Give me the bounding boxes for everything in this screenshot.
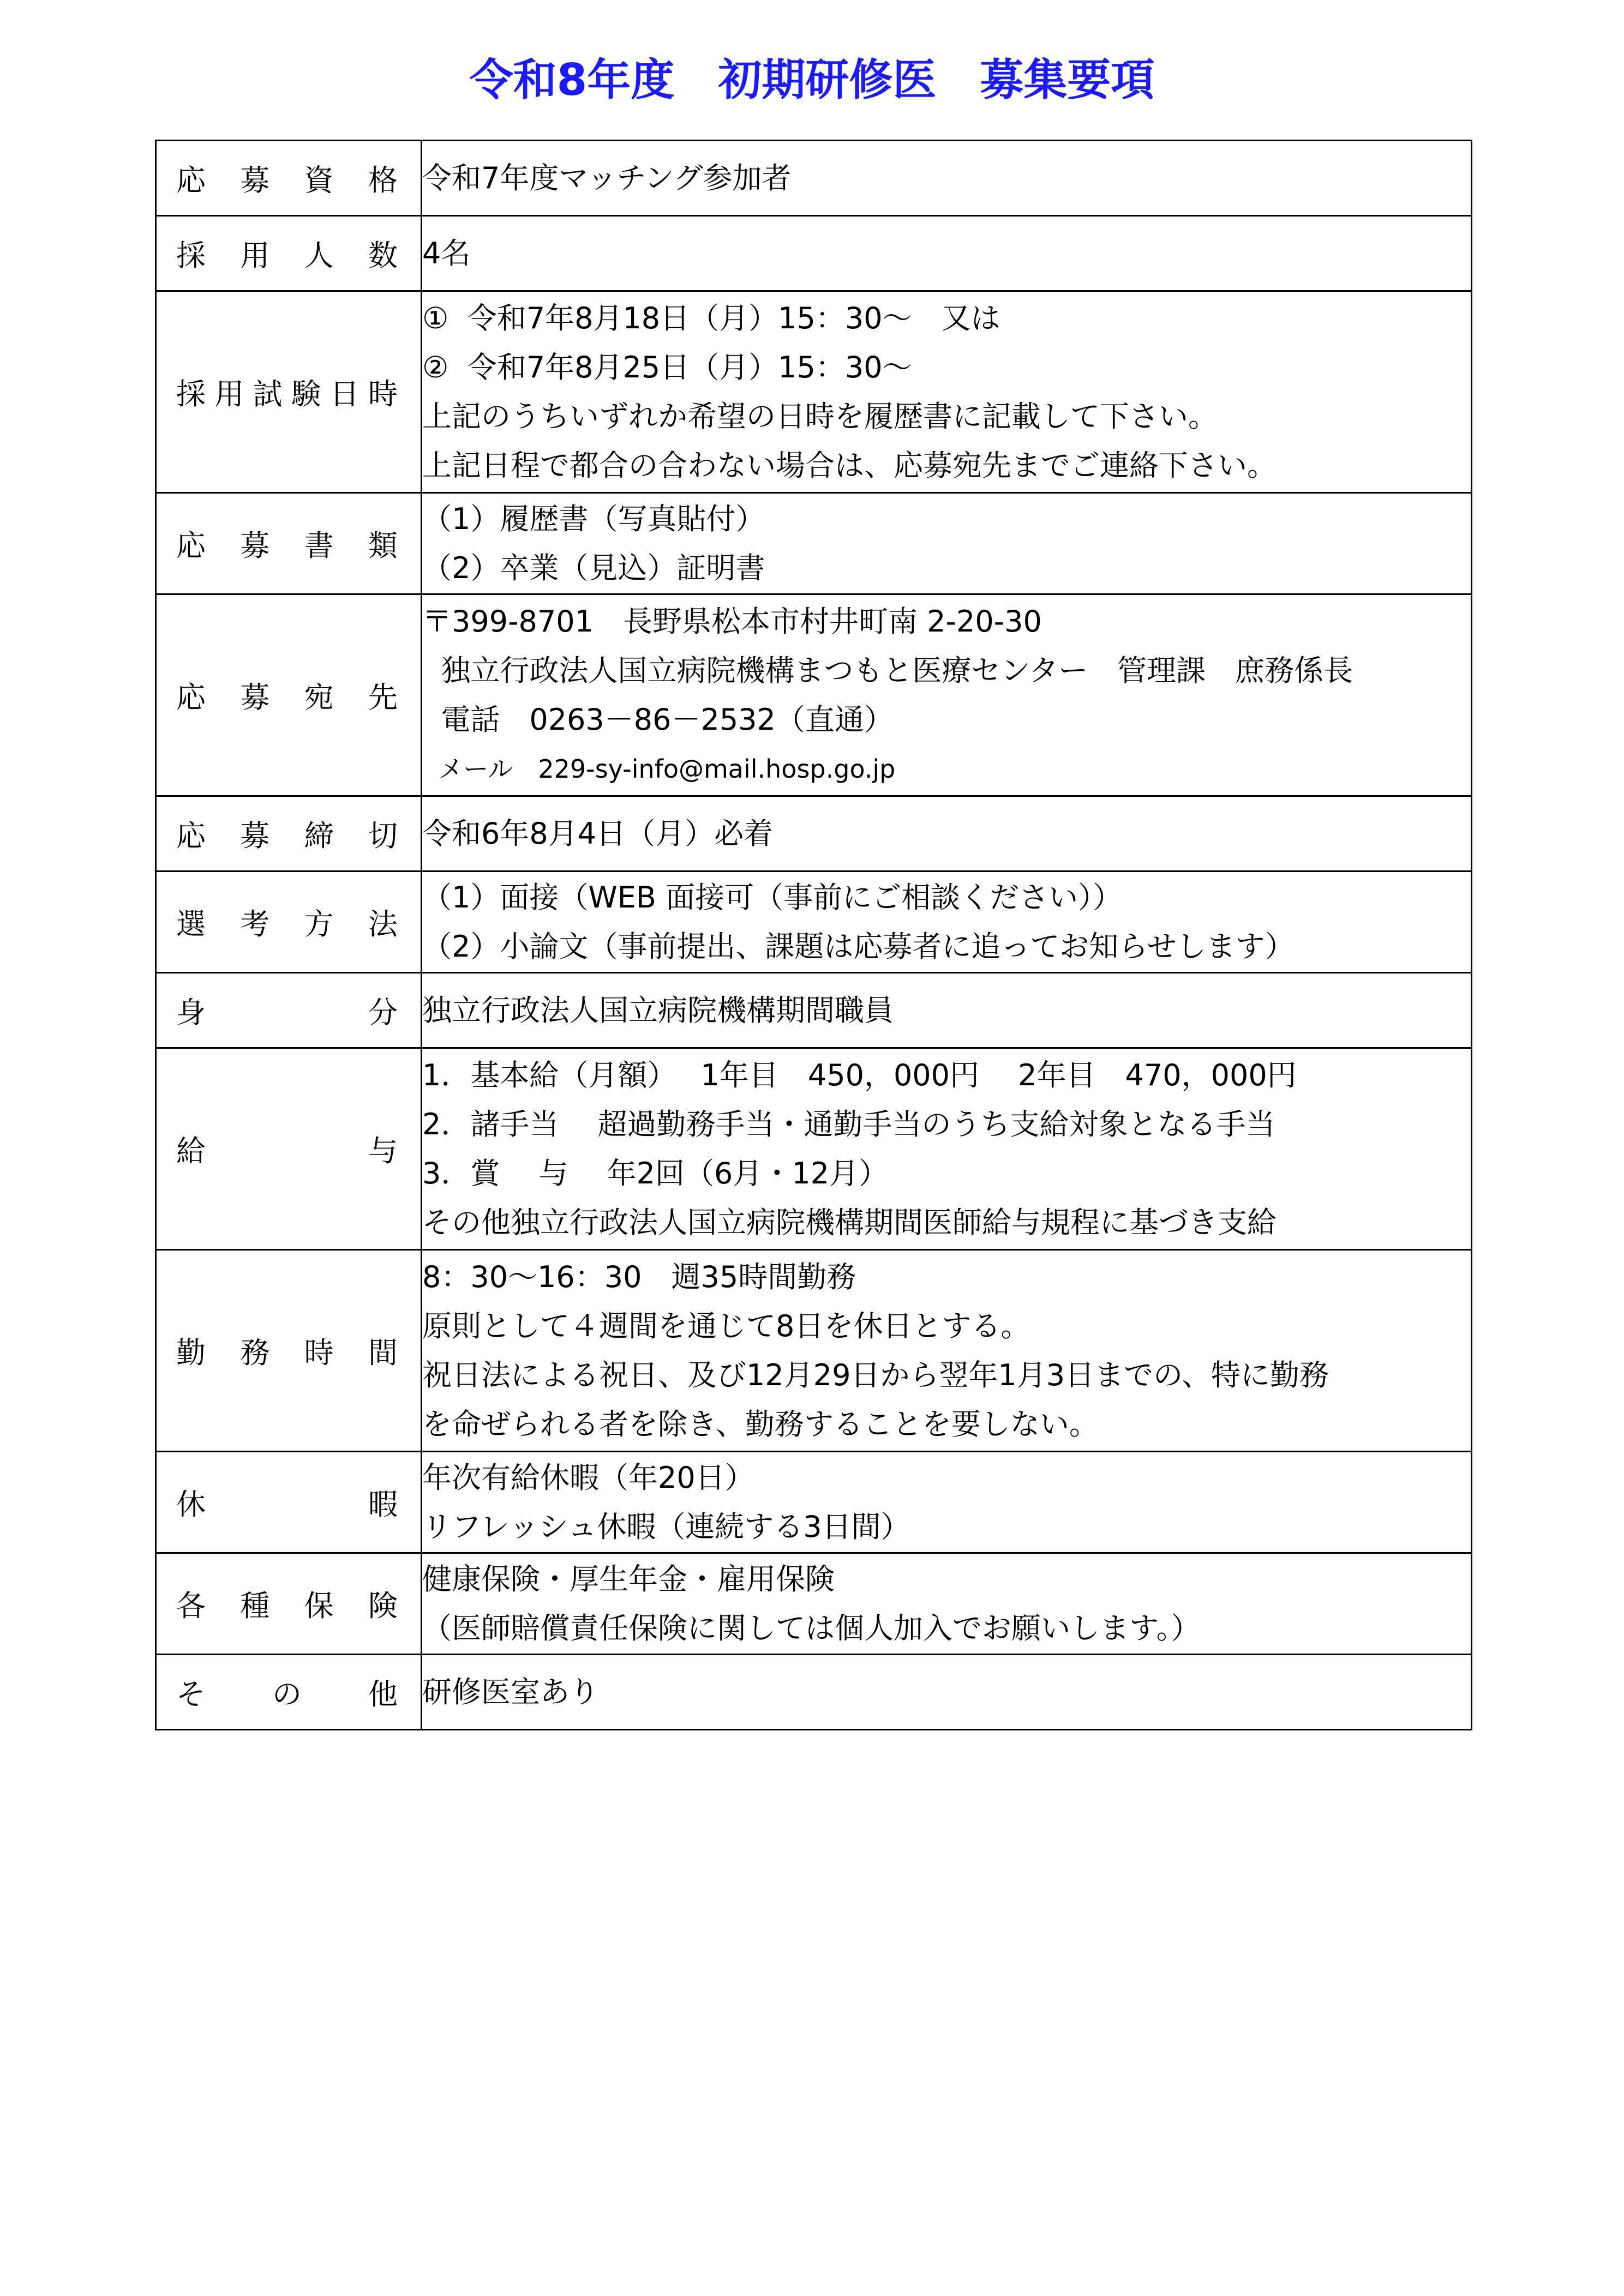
- row-label-char: 与: [368, 1134, 398, 1168]
- row-content-line: （1）履歴書（写真貼付）: [422, 501, 765, 536]
- row-label-cell: [156, 216, 422, 291]
- row-content-line: ② 令和7年8月25日（月）15：30～: [422, 350, 912, 384]
- row-label-char: 験: [291, 377, 321, 411]
- row-content-cell: [422, 796, 1472, 871]
- row-label: [157, 674, 421, 716]
- row-label-char: 書: [304, 528, 334, 563]
- row-content-line: 令和7年度マッチング参加者: [422, 160, 792, 195]
- row-content-line: 研修医室あり: [422, 1674, 599, 1709]
- recruitment-table: [155, 140, 1472, 1730]
- row-label-char: 他: [368, 1677, 398, 1711]
- row-label-char: 休: [176, 1487, 206, 1522]
- row-label-char: 考: [240, 907, 270, 941]
- row-label-char: 間: [368, 1336, 398, 1370]
- row-content-line: その他独立行政法人国立病院機構期間医師給与規程に基づき支給: [422, 1205, 1277, 1240]
- row-content-line: を命ぜられる者を除き、勤務することを要しない。: [422, 1407, 1099, 1441]
- row-label: [157, 901, 421, 943]
- row-label-char: 各: [176, 1589, 206, 1623]
- table-row: [156, 493, 1472, 594]
- table-body: [156, 141, 1472, 1730]
- row-label-char: 身: [176, 995, 206, 1030]
- table-row: [156, 973, 1472, 1048]
- row-label-cell: [156, 796, 422, 871]
- row-label-char: 試: [253, 377, 283, 411]
- row-content-line: メール 229-sy-info@mail.hosp.go.jp: [422, 754, 896, 784]
- row-content-cell: [422, 1655, 1472, 1730]
- row-content-line: 健康保険・厚生年金・雇用保険: [422, 1561, 835, 1596]
- row-label-char: 応: [176, 528, 206, 563]
- row-label-char: の: [272, 1677, 302, 1711]
- row-label-char: 保: [304, 1589, 334, 1623]
- row-label-cell: [156, 1553, 422, 1655]
- row-content-line: 年次有給休暇（年20日）: [422, 1460, 754, 1495]
- row-content-line: 8：30～16：30 週35時間勤務: [422, 1259, 856, 1294]
- row-label: [157, 157, 421, 199]
- row-content-cell: [422, 216, 1472, 291]
- row-content-line: 2．諸手当 超過勤務手当・通勤手当のうち支給対象となる手当: [422, 1107, 1275, 1141]
- row-content-line: （2）卒業（見込）証明書: [422, 550, 765, 585]
- row-label-char: 用: [240, 238, 270, 273]
- table-row: [156, 594, 1472, 796]
- row-label-char: 宛: [304, 680, 334, 714]
- row-content-line: 独立行政法人国立病院機構まつもと医療センター 管理課 庶務係長: [422, 653, 1353, 688]
- row-label-char: 暇: [368, 1487, 398, 1522]
- row-label-char: 切: [368, 819, 398, 853]
- row-label-cell: [156, 1250, 422, 1452]
- row-content-line: 3．賞 与 年2回（6月・12月）: [422, 1156, 889, 1191]
- table-row: [156, 216, 1472, 291]
- row-content-cell: [422, 1250, 1472, 1452]
- row-content-cell: [422, 1553, 1472, 1655]
- row-label-char: 分: [368, 995, 398, 1030]
- row-content-cell: [422, 493, 1472, 594]
- row-label-char: 締: [304, 819, 334, 853]
- row-content-line: リフレッシュ休暇（連続する3日間）: [422, 1509, 910, 1544]
- row-label-char: 日: [329, 377, 359, 411]
- document-title: 令和8年度 初期研修医 募集要項: [469, 55, 1155, 105]
- row-label-char: 険: [368, 1589, 398, 1623]
- row-label: [157, 371, 421, 413]
- row-content-cell: [422, 141, 1472, 216]
- row-content-cell: [422, 594, 1472, 796]
- row-content-cell: [422, 291, 1472, 493]
- table-row: [156, 1048, 1472, 1250]
- row-label-cell: [156, 871, 422, 973]
- table-row: [156, 1250, 1472, 1452]
- row-content-line: 原則として４週間を通じて8日を休日とする。: [422, 1308, 1030, 1343]
- row-label-char: 格: [368, 163, 398, 197]
- table-row: [156, 291, 1472, 493]
- row-content-line: （1）面接（WEB 面接可（事前にご相談ください））: [422, 880, 1123, 915]
- row-content-cell: [422, 1452, 1472, 1553]
- row-label-char: 人: [304, 238, 334, 273]
- row-label: [157, 1330, 421, 1372]
- row-label-cell: [156, 291, 422, 493]
- table-row: [156, 141, 1472, 216]
- table-row: [156, 1655, 1472, 1730]
- row-label: [157, 1481, 421, 1523]
- row-label-char: 募: [240, 163, 270, 197]
- row-content-line: 1．基本給（月額） 1年目 450，000円 2年目 470，000円: [422, 1057, 1297, 1092]
- row-content-line: （2）小論文（事前提出、課題は応募者に追ってお知らせします）: [422, 929, 1295, 964]
- row-label: [157, 522, 421, 564]
- row-label-char: 務: [240, 1336, 270, 1370]
- row-content-line: 独立行政法人国立病院機構期間職員: [422, 993, 894, 1027]
- row-label-char: 先: [368, 680, 398, 714]
- table-row: [156, 1452, 1472, 1553]
- row-label: [157, 1671, 421, 1713]
- row-label-char: そ: [176, 1677, 206, 1711]
- row-label-char: 募: [240, 680, 270, 714]
- row-label-char: 方: [304, 907, 334, 941]
- row-content-line: 祝日法による祝日、及び12月29日から翌年1月3日までの、特に勤務: [422, 1357, 1329, 1392]
- row-content-line: 4名: [422, 236, 471, 271]
- row-label-char: 応: [176, 819, 206, 853]
- row-label-cell: [156, 141, 422, 216]
- row-content-line: 電話 0263－86－2532（直通）: [422, 702, 894, 737]
- row-label-cell: [156, 493, 422, 594]
- row-label-cell: [156, 594, 422, 796]
- row-label: [157, 813, 421, 855]
- row-label-char: 応: [176, 680, 206, 714]
- row-content-cell: [422, 1048, 1472, 1250]
- row-label-char: 採: [176, 377, 206, 411]
- row-label-cell: [156, 1452, 422, 1553]
- row-content-cell: [422, 871, 1472, 973]
- row-label: [157, 1583, 421, 1625]
- row-label-char: 時: [368, 377, 398, 411]
- row-content-line: 上記日程で都合の合わない場合は、応募宛先までご連絡下さい。: [422, 448, 1277, 483]
- row-label-char: 数: [368, 238, 398, 273]
- table-row: [156, 796, 1472, 871]
- row-label-cell: [156, 973, 422, 1048]
- row-label-char: 選: [176, 907, 206, 941]
- row-content-cell: [422, 973, 1472, 1048]
- row-label-char: 用: [214, 377, 244, 411]
- row-label-char: 採: [176, 238, 206, 273]
- row-label-char: 種: [240, 1589, 270, 1623]
- row-label-char: 類: [368, 528, 398, 563]
- row-label-char: 応: [176, 163, 206, 197]
- row-label: [157, 232, 421, 274]
- row-content-line: 上記のうちいずれか希望の日時を履歴書に記載して下さい。: [422, 399, 1218, 434]
- row-label-cell: [156, 1048, 422, 1250]
- row-label-char: 時: [304, 1336, 334, 1370]
- row-content-line: （医師賠償責任保険に関しては個人加入でお願いします。）: [422, 1610, 1201, 1645]
- row-label-char: 募: [240, 819, 270, 853]
- row-label-char: 募: [240, 528, 270, 563]
- row-content-line: ① 令和7年8月18日（月）15：30～ 又は: [422, 300, 1000, 335]
- row-label-char: 資: [304, 163, 334, 197]
- row-content-line: 令和6年8月4日（月）必着: [422, 816, 774, 851]
- table-row: [156, 871, 1472, 973]
- row-content-line: 〒399-8701 長野県松本市村井町南 2-20-30: [422, 604, 1042, 639]
- row-label-char: 給: [176, 1134, 206, 1168]
- row-label-char: 法: [368, 907, 398, 941]
- table-row: [156, 1553, 1472, 1655]
- row-label-cell: [156, 1655, 422, 1730]
- row-label: [157, 989, 421, 1031]
- row-label: [157, 1128, 421, 1170]
- row-label-char: 勤: [176, 1336, 206, 1370]
